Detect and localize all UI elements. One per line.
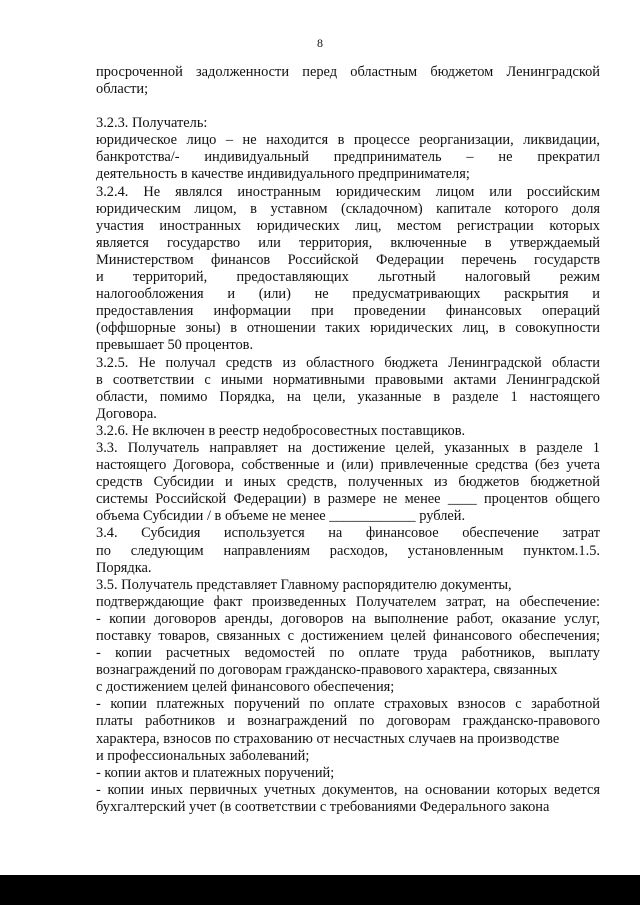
text-line: юридическим лицом, в уставном (складочном) капитале которого доля bbox=[96, 200, 600, 217]
text-line: настоящего Договора, собственные и (или) привлеченные средства (без учета bbox=[96, 457, 600, 474]
text-line: поставку товаров, связанных с достижением целей финансового обеспечения; bbox=[96, 628, 600, 644]
text-line: 3.2.3. Получатель: bbox=[96, 115, 208, 132]
scan-border bbox=[0, 875, 640, 905]
text-line: бухгалтерский учет (в соответствии с требованиями Федерального закона bbox=[96, 798, 550, 815]
text-line: в соответствии с иными нормативными правовыми актами Ленинградской bbox=[96, 371, 600, 388]
text-line: - копии платежных поручений по оплате страховых взносов с заработной bbox=[96, 696, 600, 713]
paragraph bbox=[96, 423, 600, 440]
text-line: 3.2.5. Не получал средств из областного бюджета Ленинградской области bbox=[96, 354, 600, 371]
paragraph bbox=[96, 440, 600, 525]
text-line: - копии иных первичных учетных документов, на основании которых ведется bbox=[96, 781, 600, 798]
text-line: 3.3. Получатель направляет на достижение целей, указанных в разделе 1 bbox=[96, 439, 600, 456]
text-line: 3.2.4. Не являлся иностранным юридическим лицом или российским bbox=[96, 183, 600, 200]
text-line: - копии договоров аренды, договоров на выполнение работ, оказание услуг, bbox=[96, 610, 600, 627]
text-line: (оффшорные зоны) в отношении таких юридических лиц, в совокупности bbox=[96, 320, 600, 337]
text-line: Министерством финансов Российской Федерации перечень государств bbox=[96, 251, 600, 268]
text-line: области, помимо Порядка, на цели, указанные в разделе 1 настоящего bbox=[96, 388, 600, 405]
paragraph bbox=[96, 525, 600, 576]
text-line: средств Субсидии и иных средств, полученных из бюджетов бюджетной bbox=[96, 474, 600, 491]
text-line: платы работников и вознаграждений по договорам гражданско-правового bbox=[96, 713, 600, 730]
text-line: с достижением целей финансового обеспечения; bbox=[96, 679, 395, 696]
text-line: Договора. bbox=[96, 405, 157, 422]
text-line: является государство или территория, включенные в утверждаемый bbox=[96, 234, 600, 251]
paragraph bbox=[96, 577, 600, 816]
text-line: области; bbox=[96, 81, 149, 98]
paragraph bbox=[96, 115, 600, 183]
text-line: предоставления информации при проведении финансовых операций bbox=[96, 303, 600, 320]
text-line: деятельность в качестве индивидуального предпринимателя; bbox=[96, 166, 470, 183]
text-line: 3.4. Субсидия используется на финансовое обеспечение затрат bbox=[96, 525, 600, 542]
paragraph-gap bbox=[96, 98, 600, 115]
text-line: превышает 50 процентов. bbox=[96, 337, 254, 354]
page-number: 8 bbox=[317, 36, 323, 50]
text-line: 3.2.6. Не включен в реестр недобросовестных поставщиков. bbox=[96, 422, 466, 439]
text-line: подтверждающие факт произведенных Получателем затрат, на обеспечение: bbox=[96, 593, 600, 610]
text-line: участия иностранных юридических лиц, местом регистрации которых bbox=[96, 217, 600, 234]
text-line: Порядка. bbox=[96, 559, 152, 576]
text-line: характера, взносов по страхованию от несчастных случаев на производстве bbox=[96, 730, 560, 747]
text-line: вознаграждений по договорам гражданско-правового характера, связанных bbox=[96, 662, 558, 679]
paragraph bbox=[96, 184, 600, 355]
text-line: банкротства/- индивидуальный предприниматель – не прекратил bbox=[96, 149, 600, 166]
text-line: 3.5. Получатель представляет Главному распорядителю документы, bbox=[96, 576, 512, 593]
paragraph bbox=[96, 355, 600, 423]
text-line: - копии расчетных ведомостей по оплате труда работников, выплату bbox=[96, 645, 600, 662]
text-line: - копии актов и платежных поручений; bbox=[96, 764, 335, 781]
document-body bbox=[96, 64, 600, 816]
text-line: системы Российской Федерации) в размере не менее ____ процентов общего bbox=[96, 491, 600, 508]
text-line: и профессиональных заболеваний; bbox=[96, 747, 310, 764]
text-line: объема Субсидии / в объеме не менее ____________ рублей. bbox=[96, 508, 466, 525]
text-line: и территорий, предоставляющих льготный налоговый режим bbox=[96, 269, 600, 286]
text-line: юридическое лицо – не находится в процессе реорганизации, ликвидации, bbox=[96, 132, 600, 149]
text-line: просроченной задолженности перед областным бюджетом Ленинградской bbox=[96, 64, 600, 80]
text-line: налогообложения и (или) не предусматривающих раскрытия и bbox=[96, 286, 600, 303]
paragraph bbox=[96, 64, 600, 98]
text-line: по следующим направлениям расходов, установленным пунктом.1.5. bbox=[96, 542, 600, 559]
